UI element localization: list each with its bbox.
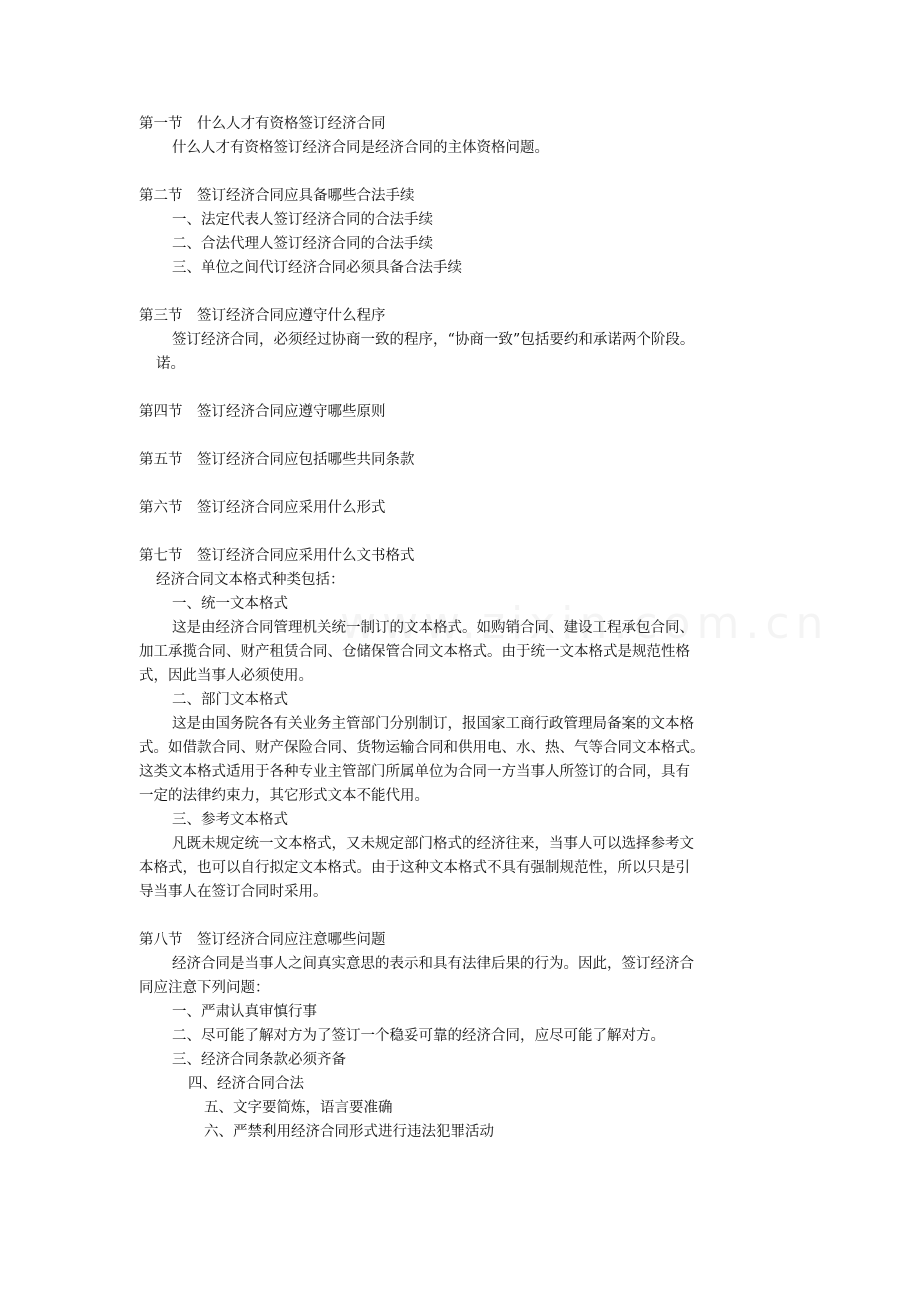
section-2-item-1: 一、法定代表人签订经济合同的合法手续 bbox=[172, 212, 433, 228]
section-7-item-3-text: 导当事人在签订合同时采用。 bbox=[139, 884, 328, 900]
section-3-body-tail: 诺。 bbox=[156, 356, 185, 372]
section-7-item-2-text: 这是由国务院各有关业务主管部门分别制订，报国家工商行政管理局备案的文本格 bbox=[172, 716, 694, 732]
section-6-heading: 第六节 签订经济合同应采用什么形式 bbox=[139, 500, 386, 516]
section-7-item-1-text: 式，因此当事人必须使用。 bbox=[139, 668, 313, 684]
section-1-heading: 第一节 什么人才有资格签订经济合同 bbox=[139, 116, 386, 132]
section-8-item-1: 一、严肃认真审慎行事 bbox=[172, 1004, 317, 1020]
section-7-intro: 经济合同文本格式种类包括： bbox=[156, 572, 345, 588]
section-8-item-5: 五、文字要简炼，语言要准确 bbox=[204, 1100, 393, 1116]
section-8-item-4: 四、经济合同合法 bbox=[188, 1076, 304, 1092]
section-7-item-2-text: 一定的法律约束力，其它形式文本不能代用。 bbox=[139, 788, 429, 804]
section-8-body: 经济合同是当事人之间真实意思的表示和具有法律后果的行为。因此，签订经济合 bbox=[172, 956, 694, 972]
section-1-body: 什么人才有资格签订经济合同是经济合同的主体资格问题。 bbox=[172, 140, 549, 156]
section-8-item-6: 六、严禁利用经济合同形式进行违法犯罪活动 bbox=[204, 1124, 494, 1140]
section-2-item-2: 二、合法代理人签订经济合同的合法手续 bbox=[172, 236, 433, 252]
section-8-body: 同应注意下列问题： bbox=[139, 980, 270, 996]
section-7-item-1-text: 这是由经济合同管理机关统一制订的文本格式。如购销合同、建设工程承包合同、 bbox=[172, 620, 694, 636]
section-8-item-2: 二、尽可能了解对方为了签订一个稳妥可靠的经济合同，应尽可能了解对方。 bbox=[172, 1028, 665, 1044]
section-7-item-2-text: 这类文本格式适用于各种专业主管部门所属单位为合同一方当事人所签订的合同，具有 bbox=[139, 764, 690, 780]
section-7-item-3-title: 三、参考文本格式 bbox=[172, 812, 288, 828]
section-3-body: 签订经济合同，必须经过协商一致的程序，“协商一致”包括要约和承诺两个阶段。 bbox=[172, 332, 695, 348]
section-7-heading: 第七节 签订经济合同应采用什么文书格式 bbox=[139, 548, 415, 564]
section-7-item-1-title: 一、统一文本格式 bbox=[172, 596, 288, 612]
section-7-item-1-text: 加工承揽合同、财产租赁合同、仓储保管合同文本格式。由于统一文本格式是规范性格 bbox=[139, 644, 690, 660]
section-2-heading: 第二节 签订经济合同应具备哪些合法手续 bbox=[139, 188, 415, 204]
section-3-heading: 第三节 签订经济合同应遵守什么程序 bbox=[139, 308, 386, 324]
section-8-item-3: 三、经济合同条款必须齐备 bbox=[172, 1052, 346, 1068]
section-7-item-3-text: 凡既未规定统一文本格式，又未规定部门格式的经济往来，当事人可以选择参考文 bbox=[172, 836, 694, 852]
section-2-item-3: 三、单位之间代订经济合同必须具备合法手续 bbox=[172, 260, 462, 276]
section-8-heading: 第八节 签订经济合同应注意哪些问题 bbox=[139, 932, 386, 948]
section-5-heading: 第五节 签订经济合同应包括哪些共同条款 bbox=[139, 452, 415, 468]
section-7-item-2-title: 二、部门文本格式 bbox=[172, 692, 288, 708]
section-7-item-3-text: 本格式，也可以自行拟定文本格式。由于这种文本格式不具有强制规范性，所以只是引 bbox=[139, 860, 690, 876]
section-7-item-2-text: 式。如借款合同、财产保险合同、货物运输合同和供用电、水、热、气等合同文本格式。 bbox=[139, 740, 705, 756]
section-4-heading: 第四节 签订经济合同应遵守哪些原则 bbox=[139, 404, 386, 420]
